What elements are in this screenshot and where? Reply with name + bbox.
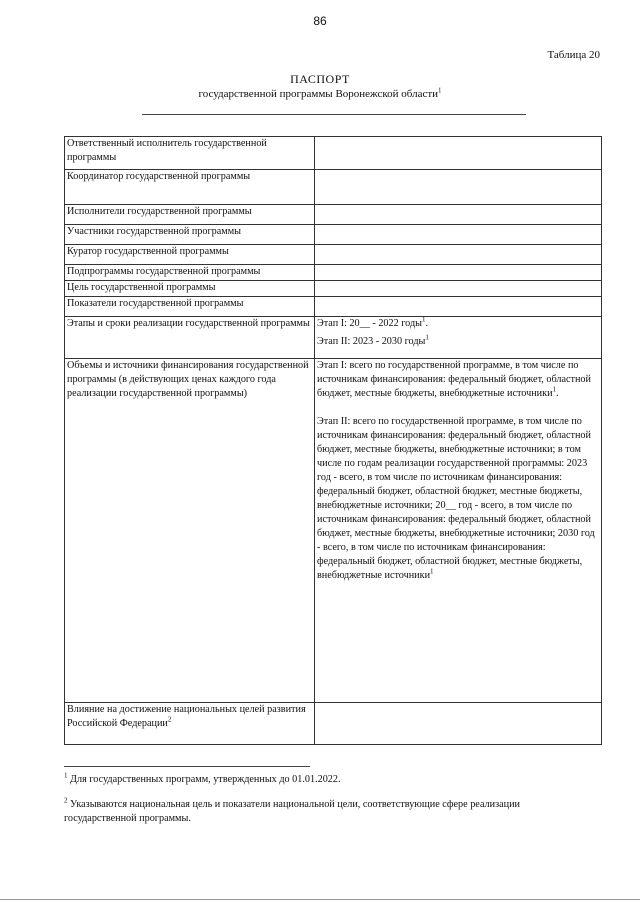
row-label-cell (65, 703, 315, 745)
document-title: ПАСПОРТ (290, 72, 350, 86)
subtitle-footnote-mark: 1 (438, 86, 442, 95)
footnote-1-mark: 1 (64, 771, 68, 780)
row-label: Показатели государственной программы (67, 298, 244, 309)
row-label: Ответственный исполнитель государственной программы (67, 138, 267, 163)
footnote-1-text: Для государственных программ, утвержденных до 01.01.2022. (70, 774, 341, 785)
table-row (65, 297, 602, 317)
row-value-cell (315, 297, 602, 317)
table-row (65, 265, 602, 281)
footnote-mark: 1 (422, 315, 426, 324)
table-label: Таблица 20 (547, 49, 600, 61)
table-row (65, 359, 602, 703)
footnote-mark: 1 (552, 385, 557, 394)
row-label: Куратор государственной программы (67, 246, 229, 257)
table-row (65, 281, 602, 297)
footnote-2 (64, 798, 594, 826)
stage-1-period (317, 317, 599, 331)
row-label: Координатор государственной программы (67, 171, 251, 182)
funding-stage-1-end: . (556, 388, 559, 399)
subtitle-text: государственной программы Воронежской области (198, 88, 439, 100)
footnote-2-text: Указываются национальная цель и показатели национальной цели, соответствующие сфере реализации государственной программы. (64, 799, 520, 824)
footnote-mark: 2 (167, 715, 172, 724)
page-bottom-edge (0, 899, 640, 900)
row-value-cell (315, 281, 602, 297)
footnote-separator (64, 766, 310, 767)
row-label: Цель государственной программы (67, 282, 216, 293)
row-label: Подпрограммы государственной программы (67, 266, 261, 277)
table-row (65, 205, 602, 225)
row-label-cell (65, 170, 315, 205)
funding-stage-2-text: Этап II: всего по государственной программе, в том числе по источникам финансирования: федеральный бюджет, областной бюджет, местные бюджеты, внебюджетные источники; в том числе по годам реализации государственной программы: 2023 год - всего, в том числе по источникам финансирования: федеральный бюджет, областной бюджет, местные бюджеты, внебюджетные источники; 20__ год - всего, в том числе по источникам финансирования: федеральный бюджет, областной бюджет, местные бюджеты, внебюджетные источники; 2030 год - всего, в том числе по источникам финансирования: федеральный бюджет, областной бюджет, местные бюджеты, внебюджетные источники (317, 416, 595, 581)
row-label-cell (65, 297, 315, 317)
row-value-cell (315, 137, 602, 170)
row-label-cell (65, 281, 315, 297)
table-row (65, 225, 602, 245)
stage-2-period (317, 335, 599, 349)
footnote-mark: 1 (430, 567, 434, 576)
funding-stage-2 (317, 415, 599, 583)
row-label: Объемы и источники финансирования государственной программы (в действующих ценах каждого года реализации государственной программы) (67, 360, 309, 399)
table-row (65, 703, 602, 745)
row-value-cell (315, 265, 602, 281)
row-label-cell (65, 245, 315, 265)
table-row (65, 317, 602, 359)
table-row (65, 137, 602, 170)
row-value-cell (315, 359, 602, 703)
stage-2-period-text: Этап II: 2023 - 2030 годы (317, 336, 426, 347)
row-label: Этапы и сроки реализации государственной программы (67, 318, 310, 329)
row-label (67, 703, 312, 731)
row-label-cell (65, 317, 315, 359)
row-value-cell (315, 205, 602, 225)
footnote-2-mark: 2 (64, 796, 68, 805)
row-label-cell (65, 137, 315, 170)
table-row (65, 170, 602, 205)
funding-stage-1 (317, 359, 599, 401)
table-row (65, 245, 602, 265)
footnote-mark: 1 (425, 333, 429, 342)
funding-stage-1-text: Этап I: всего по государственной программе, в том числе по источникам финансирования: федеральный бюджет, областной бюджет, местные бюджеты, внебюджетные источники (317, 360, 591, 399)
row-value-cell (315, 170, 602, 205)
row-label: Исполнители государственной программы (67, 206, 252, 217)
page-number: 86 (313, 14, 327, 28)
document-subtitle (0, 88, 640, 100)
stage-1-period-end: . (425, 318, 429, 329)
row-label-cell (65, 359, 315, 703)
row-label-text: Влияние на достижение национальных целей развития Российской Федерации (67, 704, 306, 729)
row-label-cell (65, 225, 315, 245)
row-label-cell (65, 205, 315, 225)
row-value-cell (315, 225, 602, 245)
row-value-cell (315, 317, 602, 359)
title-underline (142, 114, 526, 115)
row-label-cell (65, 265, 315, 281)
row-value-cell (315, 245, 602, 265)
row-value-cell (315, 703, 602, 745)
stage-1-period-text: Этап I: 20__ - 2022 годы (317, 318, 422, 329)
passport-table (64, 136, 602, 745)
footnote-1 (64, 773, 594, 787)
row-label: Участники государственной программы (67, 226, 242, 237)
